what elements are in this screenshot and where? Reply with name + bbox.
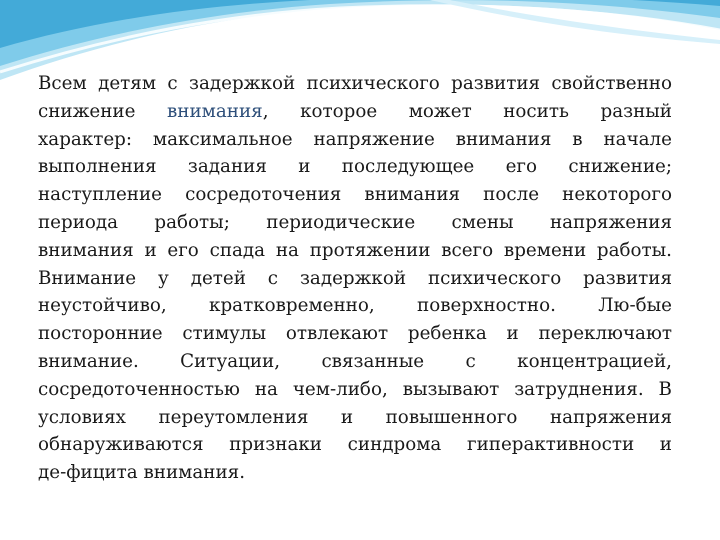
line-text: посторонние стимулы отвлекают ребенка и переключают [38, 323, 672, 345]
paragraph-line [38, 431, 672, 459]
paragraph-line [38, 348, 672, 376]
line-text: характер: максимальное напряжение внимания в начале [38, 128, 672, 150]
highlighted-term: внимания [167, 100, 263, 122]
paragraph-line [38, 265, 672, 293]
line-text: снижение [38, 100, 167, 122]
paragraph-line [38, 126, 672, 154]
line-text: периода работы; периодические смены напряжения [38, 211, 672, 233]
line-text: наступление сосредоточения внимания после некоторого [38, 184, 672, 206]
line-text: обнаруживаются признаки синдрома гиперактивности и [38, 434, 672, 456]
body-paragraph [38, 70, 672, 487]
line-text: Всем детям с задержкой психического развития свойственно [38, 73, 672, 94]
line-text: Внимание у детей с задержкой психического развития [38, 267, 672, 289]
paragraph-line [38, 181, 672, 209]
paragraph-line [38, 98, 672, 126]
line-text: внимание. Ситуации, связанные с концентрацией, [38, 350, 672, 372]
line-text: сосредоточенностью на чем-либо, вызывают затруднения. В [38, 378, 672, 400]
line-text: неустойчиво, кратковременно, поверхностно. Лю-бые [38, 295, 672, 317]
paragraph-line [38, 459, 672, 487]
line-text: условиях переутомления и повышенного напряжения [38, 406, 672, 428]
line-text: выполнения задания и последующее его снижение; [38, 156, 672, 178]
paragraph-line [38, 70, 672, 98]
paragraph-line [38, 292, 672, 320]
line-text: внимания и его спада на протяжении всего времени работы. [38, 239, 672, 261]
paragraph-line [38, 376, 672, 404]
paragraph-line [38, 153, 672, 181]
paragraph-line [38, 237, 672, 265]
paragraph-line [38, 404, 672, 432]
line-text: , которое может носить разный [262, 100, 672, 122]
paragraph-line [38, 320, 672, 348]
line-text: де-фицита внимания. [38, 462, 246, 484]
paragraph-line [38, 209, 672, 237]
